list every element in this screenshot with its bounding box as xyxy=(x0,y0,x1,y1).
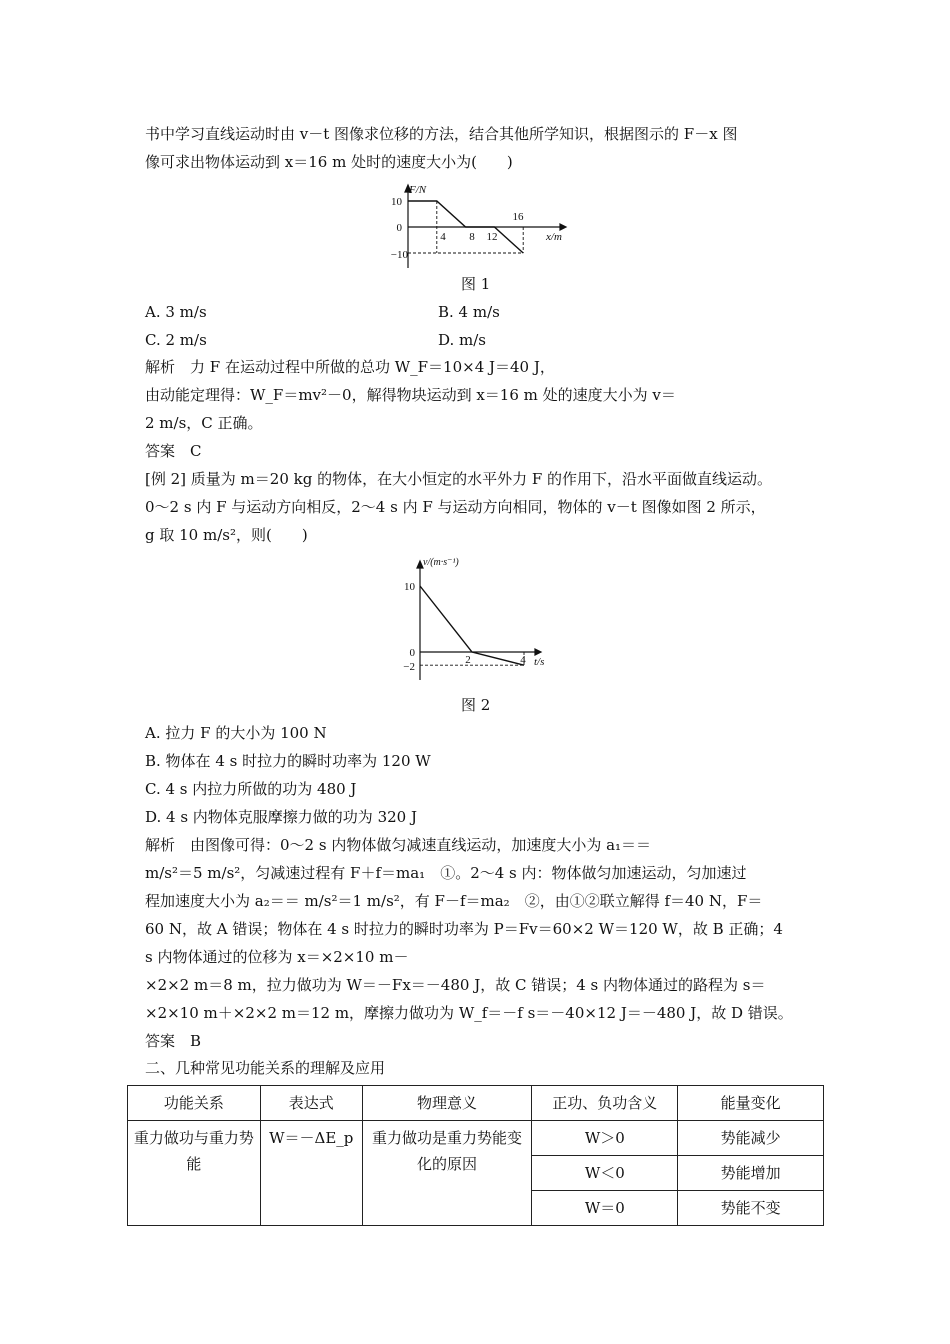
q2-option-c: C. 4 s 内拉力所做的功为 480 J xyxy=(145,780,357,798)
q2-option-d: D. 4 s 内物体克服摩擦力做的功为 320 J xyxy=(145,808,417,826)
solution2-line-7: ×2×10 m＋×2×2 m＝12 m，摩擦力做功为 W_f＝－f s＝－40×12 J＝－480 J，故 D 错误。 xyxy=(145,1004,793,1022)
solution1-line-3: 2 m/s，C 正确。 xyxy=(145,414,263,432)
fig1-ytick-minus10: −10 xyxy=(390,249,408,261)
table-cell-change: 势能增加 xyxy=(678,1156,824,1191)
fig2-x-label: t/s xyxy=(534,656,545,668)
fig1-x-label: x/m xyxy=(546,231,562,243)
solution2-line-5: s 内物体通过的位移为 x＝×2×10 m－ xyxy=(145,948,409,966)
table-cell-sign: W＝0 xyxy=(532,1191,678,1226)
example2-line-3: g 取 10 m/s²，则( ) xyxy=(145,526,308,544)
table-cell-sign: W＜0 xyxy=(532,1156,678,1191)
fig2-xtick-2: 2 xyxy=(465,654,471,666)
table-cell-meaning: 重力做功是重力势能变化的原因 xyxy=(362,1121,532,1226)
solution2-line-4: 60 N，故 A 错误；物体在 4 s 时拉力的瞬时功率为 P＝Fv＝60×2 W＝120 W，故 B 正确；4 xyxy=(145,920,783,938)
solution1-answer: 答案 C xyxy=(145,442,202,460)
figure-1-caption: 图 1 xyxy=(461,275,491,293)
fig2-y-label: v/(m·s⁻¹) xyxy=(423,557,459,568)
solution2-line-6: ×2×2 m＝8 m，拉力做功为 W＝－Fx＝－480 J，故 C 错误；4 s 内物体通过的路程为 s＝ xyxy=(145,976,766,994)
example2-line-2: 0～2 s 内 F 与运动方向相反，2～4 s 内 F 与运动方向相同，物体的 v－t 图像如图 2 所示， xyxy=(145,498,766,516)
q1-option-c: C. 2 m/s xyxy=(145,331,207,349)
figure-2-velocity-time-graph xyxy=(390,550,570,685)
table-header-row xyxy=(128,1086,824,1121)
fig1-ytick-0: 0 xyxy=(396,222,402,234)
energy-work-relation-table xyxy=(127,1085,824,1226)
solution1-line-2: 由动能定理得：W_F＝mv²－0，解得物块运动到 x＝16 m 处的速度大小为 v＝ xyxy=(145,386,676,404)
solution1-line-1: 解析 力 F 在运动过程中所做的总功 W_F＝10×4 J＝40 J， xyxy=(145,358,555,376)
fig1-xtick-16: 16 xyxy=(512,211,524,223)
table-header-cell: 物理意义 xyxy=(362,1086,532,1121)
solution2-line-3: 程加速度大小为 a₂＝＝ m/s²＝1 m/s²，有 F－f＝ma₂ ②，由①②联立解得 f＝40 N，F＝ xyxy=(145,892,763,910)
table-header-cell: 表达式 xyxy=(260,1086,362,1121)
fig2-ytick-10: 10 xyxy=(404,581,415,593)
figure-1-force-displacement-graph xyxy=(380,180,580,270)
fig1-xtick-4: 4 xyxy=(440,231,446,243)
table-cell-relation: 重力做功与重力势能 xyxy=(128,1121,261,1226)
fig1-y-label: F/N xyxy=(409,184,427,196)
fig1-xtick-8: 8 xyxy=(469,231,475,243)
table-cell-sign: W＞0 xyxy=(532,1121,678,1156)
solution2-line-2: m/s²＝5 m/s²，匀减速过程有 F＋f＝ma₁ ①。2～4 s 内：物体做匀加速运动，匀加速过 xyxy=(145,864,747,882)
table-header-cell: 功能关系 xyxy=(128,1086,261,1121)
table-cell-change: 势能减少 xyxy=(678,1121,824,1156)
fig2-xtick-4: 4 xyxy=(520,654,526,666)
example2-line-1: [例 2] 质量为 m＝20 kg 的物体，在大小恒定的水平外力 F 的作用下，沿水平面做直线运动。 xyxy=(145,470,773,488)
table-cell-expression: W＝－ΔE_p xyxy=(260,1121,362,1226)
fig1-xtick-12: 12 xyxy=(486,231,498,243)
figure-2-caption: 图 2 xyxy=(461,696,491,714)
table-header-cell: 能量变化 xyxy=(678,1086,824,1121)
intro-line-1: 书中学习直线运动时由 v－t 图像求位移的方法，结合其他所学知识，根据图示的 F－x 图 xyxy=(145,125,738,143)
table-cell-change: 势能不变 xyxy=(678,1191,824,1226)
fig2-ytick-minus2: −2 xyxy=(403,661,415,673)
q1-option-d: D. m/s xyxy=(438,331,487,349)
q1-option-a: A. 3 m/s xyxy=(145,303,207,321)
q1-option-b: B. 4 m/s xyxy=(438,303,500,321)
fig2-velocity-line xyxy=(420,586,524,665)
q2-option-a: A. 拉力 F 的大小为 100 N xyxy=(145,724,327,742)
intro-line-2: 像可求出物体运动到 x＝16 m 处时的速度大小为( ) xyxy=(145,153,513,171)
fig1-x-arrow xyxy=(560,224,566,230)
solution2-answer: 答案 B xyxy=(145,1032,202,1050)
table-header-cell: 正功、负功含义 xyxy=(532,1086,678,1121)
table-row xyxy=(128,1121,824,1156)
section-2-title: 二、几种常见功能关系的理解及应用 xyxy=(145,1059,386,1077)
fig2-ytick-0: 0 xyxy=(409,647,415,659)
fig1-ytick-10: 10 xyxy=(391,196,402,208)
q2-option-b: B. 物体在 4 s 时拉力的瞬时功率为 120 W xyxy=(145,752,431,770)
fig2-x-arrow xyxy=(535,649,541,655)
solution2-line-1: 解析 由图像可得：0～2 s 内物体做匀减速直线运动，加速度大小为 a₁＝＝ xyxy=(145,836,652,854)
